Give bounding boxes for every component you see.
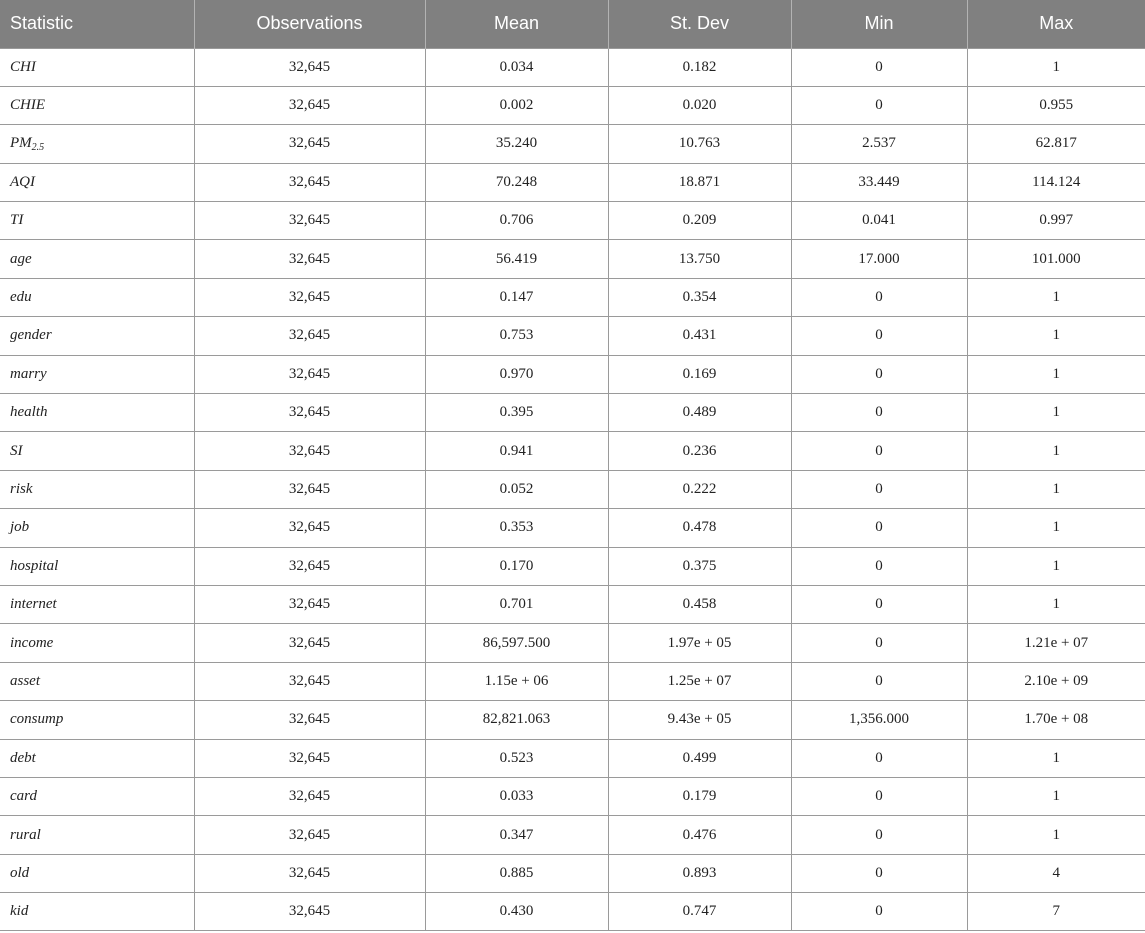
variable-name: CHI	[10, 58, 36, 75]
table-row	[0, 432, 1145, 470]
cell-min: 0	[791, 86, 967, 124]
cell-mean: 0.353	[425, 509, 608, 547]
cell-observations: 32,645	[194, 701, 425, 739]
cell-min: 0	[791, 432, 967, 470]
variable-name: old	[10, 864, 30, 881]
cell-variable-name	[0, 86, 194, 124]
variable-name: rural	[10, 826, 41, 843]
cell-variable-name	[0, 739, 194, 777]
cell-observations: 32,645	[194, 355, 425, 393]
cell-max: 7	[967, 893, 1145, 931]
header-statistic: Statistic	[0, 0, 194, 48]
cell-mean: 0.147	[425, 278, 608, 316]
cell-variable-name	[0, 662, 194, 700]
cell-observations: 32,645	[194, 394, 425, 432]
variable-name: gender	[10, 327, 52, 344]
cell-mean: 0.885	[425, 854, 608, 892]
cell-st-dev: 9.43e + 05	[608, 701, 791, 739]
cell-mean: 0.701	[425, 585, 608, 623]
cell-min: 0	[791, 394, 967, 432]
cell-st-dev: 0.209	[608, 202, 791, 240]
cell-variable-name	[0, 470, 194, 508]
cell-max: 1	[967, 816, 1145, 854]
cell-mean: 0.052	[425, 470, 608, 508]
table-row	[0, 163, 1145, 201]
cell-mean: 0.034	[425, 48, 608, 86]
table-row	[0, 355, 1145, 393]
cell-observations: 32,645	[194, 317, 425, 355]
cell-observations: 32,645	[194, 547, 425, 585]
cell-max: 0.997	[967, 202, 1145, 240]
cell-st-dev: 0.489	[608, 394, 791, 432]
cell-st-dev: 0.431	[608, 317, 791, 355]
cell-max: 1	[967, 394, 1145, 432]
cell-st-dev: 0.169	[608, 355, 791, 393]
cell-observations: 32,645	[194, 86, 425, 124]
cell-st-dev: 0.236	[608, 432, 791, 470]
cell-max: 1.70e + 08	[967, 701, 1145, 739]
cell-variable-name	[0, 48, 194, 86]
table-row	[0, 816, 1145, 854]
table-row	[0, 509, 1145, 547]
cell-variable-name	[0, 432, 194, 470]
cell-min: 0	[791, 547, 967, 585]
cell-min: 0	[791, 816, 967, 854]
cell-mean: 0.170	[425, 547, 608, 585]
table-row	[0, 854, 1145, 892]
cell-observations: 32,645	[194, 854, 425, 892]
table-row	[0, 739, 1145, 777]
variable-name: internet	[10, 596, 57, 613]
cell-mean: 0.523	[425, 739, 608, 777]
cell-min: 0	[791, 662, 967, 700]
cell-max: 1	[967, 547, 1145, 585]
cell-variable-name	[0, 317, 194, 355]
cell-observations: 32,645	[194, 202, 425, 240]
header-observations: Observations	[194, 0, 425, 48]
cell-mean: 0.002	[425, 86, 608, 124]
cell-max: 114.124	[967, 163, 1145, 201]
cell-max: 1	[967, 317, 1145, 355]
cell-st-dev: 0.478	[608, 509, 791, 547]
cell-mean: 0.430	[425, 893, 608, 931]
cell-max: 1	[967, 509, 1145, 547]
cell-observations: 32,645	[194, 278, 425, 316]
variable-name: hospital	[10, 557, 59, 574]
variable-name: SI	[10, 442, 23, 459]
header-row	[0, 0, 1145, 48]
cell-max: 1	[967, 777, 1145, 815]
variable-name: debt	[10, 749, 36, 766]
variable-name: CHIE	[10, 97, 45, 114]
variable-name: asset	[10, 672, 40, 689]
cell-st-dev: 0.020	[608, 86, 791, 124]
cell-variable-name	[0, 125, 194, 163]
cell-variable-name	[0, 816, 194, 854]
cell-observations: 32,645	[194, 893, 425, 931]
table-row	[0, 202, 1145, 240]
table-row	[0, 278, 1145, 316]
cell-observations: 32,645	[194, 163, 425, 201]
cell-st-dev: 0.354	[608, 278, 791, 316]
variable-name: health	[10, 404, 48, 421]
cell-mean: 0.753	[425, 317, 608, 355]
cell-min: 2.537	[791, 125, 967, 163]
cell-max: 1	[967, 48, 1145, 86]
variable-name: edu	[10, 289, 32, 306]
cell-max: 1	[967, 432, 1145, 470]
cell-observations: 32,645	[194, 777, 425, 815]
cell-max: 1	[967, 470, 1145, 508]
table-row	[0, 585, 1145, 623]
cell-st-dev: 0.476	[608, 816, 791, 854]
cell-min: 0	[791, 355, 967, 393]
cell-max: 1	[967, 739, 1145, 777]
cell-st-dev: 0.499	[608, 739, 791, 777]
cell-observations: 32,645	[194, 624, 425, 662]
cell-variable-name	[0, 854, 194, 892]
cell-mean: 56.419	[425, 240, 608, 278]
table-row	[0, 777, 1145, 815]
cell-st-dev: 10.763	[608, 125, 791, 163]
cell-variable-name	[0, 624, 194, 662]
table-row	[0, 624, 1145, 662]
variable-name: age	[10, 250, 32, 267]
cell-min: 0	[791, 48, 967, 86]
cell-variable-name	[0, 202, 194, 240]
cell-observations: 32,645	[194, 739, 425, 777]
table-header	[0, 0, 1145, 48]
cell-variable-name	[0, 278, 194, 316]
cell-mean: 1.15e + 06	[425, 662, 608, 700]
cell-observations: 32,645	[194, 585, 425, 623]
cell-mean: 0.033	[425, 777, 608, 815]
cell-observations: 32,645	[194, 432, 425, 470]
header-min: Min	[791, 0, 967, 48]
cell-st-dev: 0.747	[608, 893, 791, 931]
cell-mean: 35.240	[425, 125, 608, 163]
cell-max: 0.955	[967, 86, 1145, 124]
table-row	[0, 125, 1145, 163]
cell-min: 17.000	[791, 240, 967, 278]
table-row	[0, 48, 1145, 86]
table-row	[0, 470, 1145, 508]
cell-st-dev: 1.97e + 05	[608, 624, 791, 662]
cell-min: 1,356.000	[791, 701, 967, 739]
cell-min: 0	[791, 509, 967, 547]
cell-mean: 0.706	[425, 202, 608, 240]
variable-name: PM	[10, 134, 32, 151]
cell-mean: 0.941	[425, 432, 608, 470]
cell-variable-name	[0, 355, 194, 393]
cell-variable-name	[0, 240, 194, 278]
header-max: Max	[967, 0, 1145, 48]
cell-mean: 0.395	[425, 394, 608, 432]
cell-mean: 82,821.063	[425, 701, 608, 739]
cell-observations: 32,645	[194, 240, 425, 278]
table-row	[0, 317, 1145, 355]
cell-min: 0	[791, 317, 967, 355]
header-st-dev: St. Dev	[608, 0, 791, 48]
cell-max: 1	[967, 278, 1145, 316]
cell-observations: 32,645	[194, 662, 425, 700]
cell-min: 0	[791, 739, 967, 777]
table-row	[0, 701, 1145, 739]
cell-st-dev: 18.871	[608, 163, 791, 201]
cell-mean: 0.970	[425, 355, 608, 393]
header-mean: Mean	[425, 0, 608, 48]
variable-name: AQI	[10, 173, 35, 190]
cell-max: 101.000	[967, 240, 1145, 278]
table-row	[0, 86, 1145, 124]
cell-st-dev: 0.893	[608, 854, 791, 892]
cell-observations: 32,645	[194, 48, 425, 86]
cell-min: 0	[791, 470, 967, 508]
cell-mean: 86,597.500	[425, 624, 608, 662]
cell-max: 62.817	[967, 125, 1145, 163]
table-row	[0, 240, 1145, 278]
cell-st-dev: 13.750	[608, 240, 791, 278]
cell-variable-name	[0, 585, 194, 623]
table-row	[0, 662, 1145, 700]
variable-name: card	[10, 788, 37, 805]
cell-variable-name	[0, 163, 194, 201]
cell-variable-name	[0, 547, 194, 585]
cell-max: 2.10e + 09	[967, 662, 1145, 700]
cell-min: 0	[791, 854, 967, 892]
table-row	[0, 394, 1145, 432]
cell-st-dev: 0.458	[608, 585, 791, 623]
cell-observations: 32,645	[194, 470, 425, 508]
table-row	[0, 893, 1145, 931]
cell-st-dev: 0.222	[608, 470, 791, 508]
variable-subscript: 2.5	[31, 141, 45, 153]
cell-min: 33.449	[791, 163, 967, 201]
variable-name: risk	[10, 480, 33, 497]
cell-min: 0	[791, 624, 967, 662]
cell-observations: 32,645	[194, 125, 425, 163]
cell-observations: 32,645	[194, 509, 425, 547]
cell-max: 1.21e + 07	[967, 624, 1145, 662]
cell-min: 0	[791, 777, 967, 815]
variable-name: marry	[10, 365, 47, 382]
cell-variable-name	[0, 701, 194, 739]
variable-name: income	[10, 634, 54, 651]
cell-max: 1	[967, 585, 1145, 623]
cell-st-dev: 1.25e + 07	[608, 662, 791, 700]
cell-observations: 32,645	[194, 816, 425, 854]
cell-min: 0	[791, 893, 967, 931]
cell-max: 1	[967, 355, 1145, 393]
cell-min: 0	[791, 278, 967, 316]
variable-name: kid	[10, 903, 29, 920]
cell-st-dev: 0.179	[608, 777, 791, 815]
cell-st-dev: 0.375	[608, 547, 791, 585]
cell-mean: 70.248	[425, 163, 608, 201]
cell-max: 4	[967, 854, 1145, 892]
table-body	[0, 48, 1145, 931]
cell-variable-name	[0, 777, 194, 815]
variable-name: TI	[10, 212, 24, 229]
cell-min: 0	[791, 585, 967, 623]
cell-min: 0.041	[791, 202, 967, 240]
cell-mean: 0.347	[425, 816, 608, 854]
variable-name: job	[10, 519, 30, 536]
cell-variable-name	[0, 394, 194, 432]
table-row	[0, 547, 1145, 585]
cell-st-dev: 0.182	[608, 48, 791, 86]
cell-variable-name	[0, 893, 194, 931]
cell-variable-name	[0, 509, 194, 547]
variable-name: consump	[10, 711, 64, 728]
